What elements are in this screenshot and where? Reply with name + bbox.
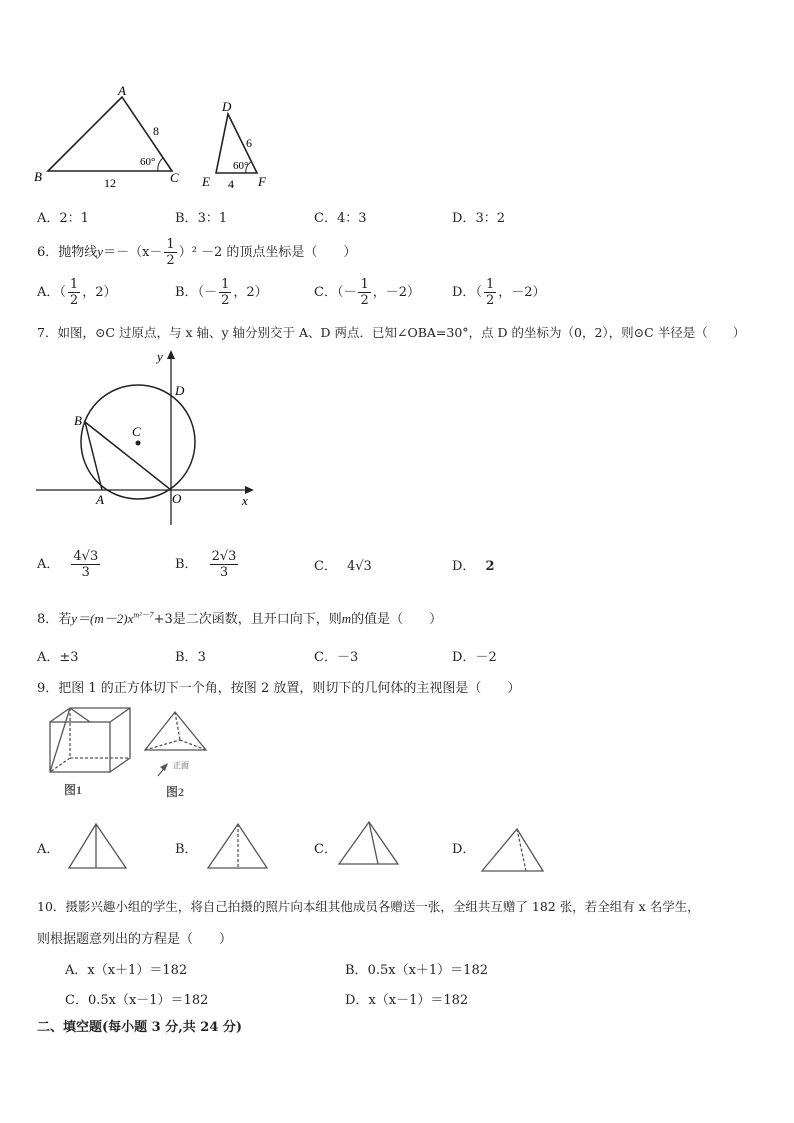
q7-option-d[interactable]: D． 2 <box>452 559 495 574</box>
q10-option-d[interactable]: D．x（x－1）＝182 <box>345 993 469 1008</box>
label-o: O <box>172 491 182 506</box>
fig2-label: 图2 <box>166 785 185 799</box>
y-axis-arrow <box>167 350 175 359</box>
q5-option-a[interactable]: A．2：1 <box>37 211 89 226</box>
q10-question-line1: 10．摄影兴趣小组的学生，将自己拍摄的照片向本组其他成员各赠送一张，全组共互赠了 182 张，若全组有 x 名学生， <box>37 899 700 914</box>
q7-circle-figure <box>34 345 260 527</box>
q9-option-c[interactable]: C． <box>314 842 337 857</box>
q10-option-c[interactable]: C．0.5x（x－1）＝182 <box>65 993 209 1008</box>
label-x: x <box>242 493 248 508</box>
q5-option-d[interactable]: D．3：2 <box>452 211 505 226</box>
q8-option-a[interactable]: A．±3 <box>37 650 79 665</box>
q7-question: 7．如图，⊙C 过原点，与 x 轴、y 轴分别交于 A、D 两点．已知∠OBA=30°，点 D 的坐标为（0，2），则⊙C 半径是（ ） <box>37 325 746 340</box>
center-point <box>136 441 141 446</box>
fig1-label: 图1 <box>64 783 83 797</box>
label-e: E <box>202 174 210 189</box>
q5-triangle-figures <box>30 85 290 195</box>
side-bc-length: 12 <box>104 176 116 190</box>
label-b: B <box>34 169 42 184</box>
q6-option-a[interactable]: A．（ $\frac{1}{2}$ ，2） <box>37 277 117 308</box>
label-d: D <box>175 383 185 398</box>
q5-option-c[interactable]: C．4：3 <box>314 211 367 226</box>
q10-option-a[interactable]: A．x（x＋1）＝182 <box>65 963 188 978</box>
angle-c-label: 60° <box>140 156 156 168</box>
q5-option-b[interactable]: B．3：1 <box>175 211 228 226</box>
q7-option-a[interactable]: A． $\frac{4√3}{3}$ <box>37 549 99 580</box>
q6-option-c[interactable]: C．（－ $\frac{1}{2}$ ，－2） <box>314 277 421 308</box>
q8-option-b[interactable]: B．3 <box>175 650 206 665</box>
q9-option-d[interactable]: D． <box>452 842 476 857</box>
q10-question-line2: 则根据题意列出的方程是（ ） <box>37 932 233 947</box>
q9-option-a-figure <box>66 820 130 872</box>
angle-c-arc <box>158 158 163 171</box>
q10-option-b[interactable]: B．0.5x（x＋1）＝182 <box>345 963 488 978</box>
label-a: A <box>118 85 126 98</box>
q9-option-b[interactable]: B． <box>175 842 198 857</box>
label-f: F <box>258 174 266 189</box>
front-label: 正面 <box>173 761 189 770</box>
q9-question: 9．把图 1 的正方体切下一个角，按图 2 放置，则切下的几何体的主视图是（ ） <box>37 681 521 696</box>
side-ef-length: 4 <box>228 177 234 191</box>
q8-option-c[interactable]: C．－3 <box>314 650 359 665</box>
q9-option-c-figure <box>336 818 402 868</box>
q7-option-b[interactable]: B． $\frac{2√3}{3}$ <box>175 549 237 580</box>
q8-question: 8．若$y=(m-2)x^{m^2-7}+3$是二次函数，且开口向下，则m的值是（ ） <box>37 610 443 627</box>
triangle-oba <box>85 422 171 490</box>
q7-option-c[interactable]: C． 4√3 <box>314 559 372 574</box>
pyramid-figure-2 <box>145 712 206 750</box>
label-y: y <box>157 349 163 364</box>
q6-fraction: $\frac{1}{2}$ <box>166 237 175 268</box>
label-b: B <box>74 413 82 428</box>
q9-option-b-figure <box>205 820 271 872</box>
front-arrow-head <box>160 763 168 771</box>
label-a: A <box>96 492 104 507</box>
side-ac-length: 8 <box>153 124 159 138</box>
q6-option-b[interactable]: B．（－ $\frac{1}{2}$ ，2） <box>175 277 268 308</box>
q6-option-d[interactable]: D．（ $\frac{1}{2}$ ，－2） <box>452 277 546 308</box>
q8-option-d[interactable]: D．－2 <box>452 650 497 665</box>
cube-figure-1 <box>50 708 130 772</box>
label-c: C <box>132 424 141 439</box>
label-c: C <box>170 170 179 185</box>
q9-option-a[interactable]: A． <box>37 842 60 857</box>
label-d: D <box>222 99 232 114</box>
angle-f-label: 60° <box>233 160 249 172</box>
q6-question: 6．抛物线y＝－（x－ $\frac{1}{2}$ ）² －2 的顶点坐标是（ ） <box>37 237 357 268</box>
q9-cube-figures <box>40 700 220 800</box>
section-2-title: 二、填空题(每小题 3 分,共 24 分) <box>37 1020 243 1035</box>
q9-option-d-figure <box>479 825 547 875</box>
side-df-length: 6 <box>246 136 252 150</box>
